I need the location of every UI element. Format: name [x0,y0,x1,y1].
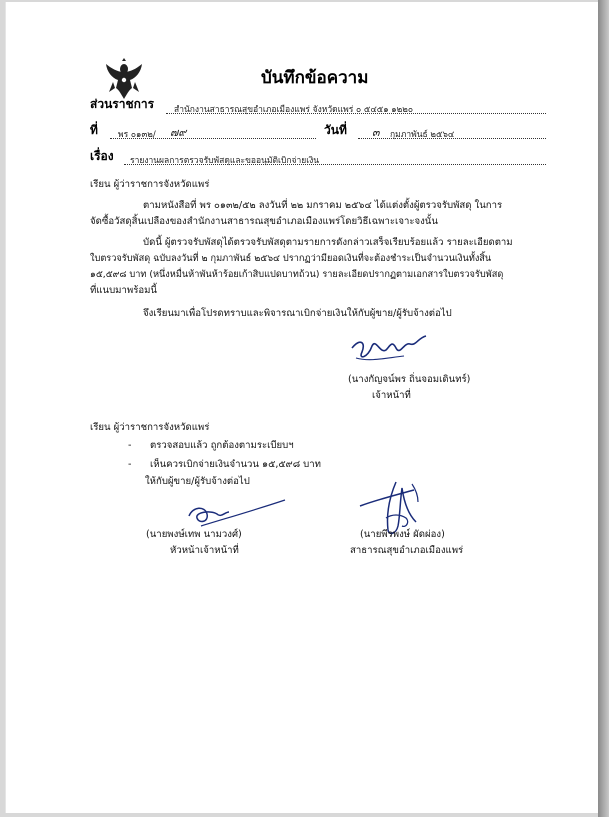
para2-line2: ใบตรวจรับพัสดุ ฉบับลงวันที่ ๒ กุมภาพันธ์ ๒๕๖๔ ปรากฏว่ามียอดเงินที่จะต้องชำระเป็นจำนวนเงินทั้งสิ้น [90,253,492,264]
endorsement-salutation: เรียน ผู้ว่าราชการจังหวัดแพร่ [90,422,210,433]
dept-label: ส่วนราชการ [90,97,155,111]
bullet2-mark: - [128,459,132,470]
para2-line3: ๑๕,๕๙๘ บาท (หนึ่งหมื่นห้าพันห้าร้อยเก้าสิบแปดบาทถ้วน) รายละเอียดปรากฏตามเอกสารใบตรวจรับพัสดุ [90,269,504,280]
document-page [6,2,598,813]
signer2-position: หัวหน้าเจ้าหน้าที่ [170,545,239,556]
no-handwritten: ๗๙ [170,126,187,139]
para2-line4: ที่แนบมาพร้อมนี้ [90,285,157,296]
date-label: วันที่ [324,123,347,137]
signer1-position: เจ้าหน้าที่ [372,390,411,401]
signer3-position: สาธารณสุขอำเภอเมืองแพร่ [350,545,464,556]
no-value: พร ๐๑๓๒/ [118,130,156,140]
signer2-name: (นายพงษ์เทพ นามวงศ์) [146,529,242,540]
signer3-name: (นายพีรพงษ์ ผัดผ่อง) [360,529,445,540]
para1-line2: จัดซื้อวัสดุสิ้นเปลืองของสำนักงานสาธารณสุขอำเภอเมืองแพร่โดยวิธีเฉพาะเจาะจงนั้น [90,216,438,227]
subject-label: เรื่อง [90,149,114,163]
date-day-handwritten: ๓ [372,126,380,139]
dept-value: สำนักงานสาธารณสุขอำเภอเมืองแพร่ จังหวัดแพร่ ๐ ๕๔๕๑ ๑๒๒๐ [174,105,414,115]
page-edge-shadow [598,0,609,817]
salutation: เรียน ผู้ว่าราชการจังหวัดแพร่ [90,179,210,190]
signer1-name: (นางกัญจน์พร ถิ่นจอมเดินทร์) [348,374,471,385]
signature-2 [181,498,291,532]
para2-line1: บัดนี้ ผู้ตรวจรับพัสดุได้ตรวจรับพัสดุตามรายการดังกล่าวเสร็จเรียบร้อยแล้ว รายละเอียดตาม [143,237,513,248]
signature-1 [346,328,436,370]
para3: จึงเรียนมาเพื่อโปรดทราบและพิจารณาเบิกจ่ายเงินให้กับผู้ขาย/ผู้รับจ้างต่อไป [143,308,452,319]
bullet1-text: ตรวจสอบแล้ว ถูกต้องตามระเบียบฯ [150,440,294,451]
subject-value: รายงานผลการตรวจรับพัสดุและขออนุมัติเบิกจ่ายเงิน [130,156,320,166]
garuda-emblem-icon [103,58,145,100]
para1-line1: ตามหนังสือที่ พร ๐๑๓๒/๕๒ ลงวันที่ ๒๒ มกราคม ๒๕๖๔ ได้แต่งตั้งผู้ตรวจรับพัสดุ ในการ [143,200,503,211]
bullet1-mark: - [128,440,132,451]
memo-title: บันทึกข้อความ [261,68,369,88]
bullet2-text: เห็นควรเบิกจ่ายเงินจำนวน ๑๕,๕๙๘ บาท [150,459,321,470]
date-value: กุมภาพันธ์ ๒๕๖๔ [390,130,455,140]
no-label: ที่ [90,123,98,137]
bullet2-continuation: ให้กับผู้ขาย/ผู้รับจ้างต่อไป [145,476,250,487]
